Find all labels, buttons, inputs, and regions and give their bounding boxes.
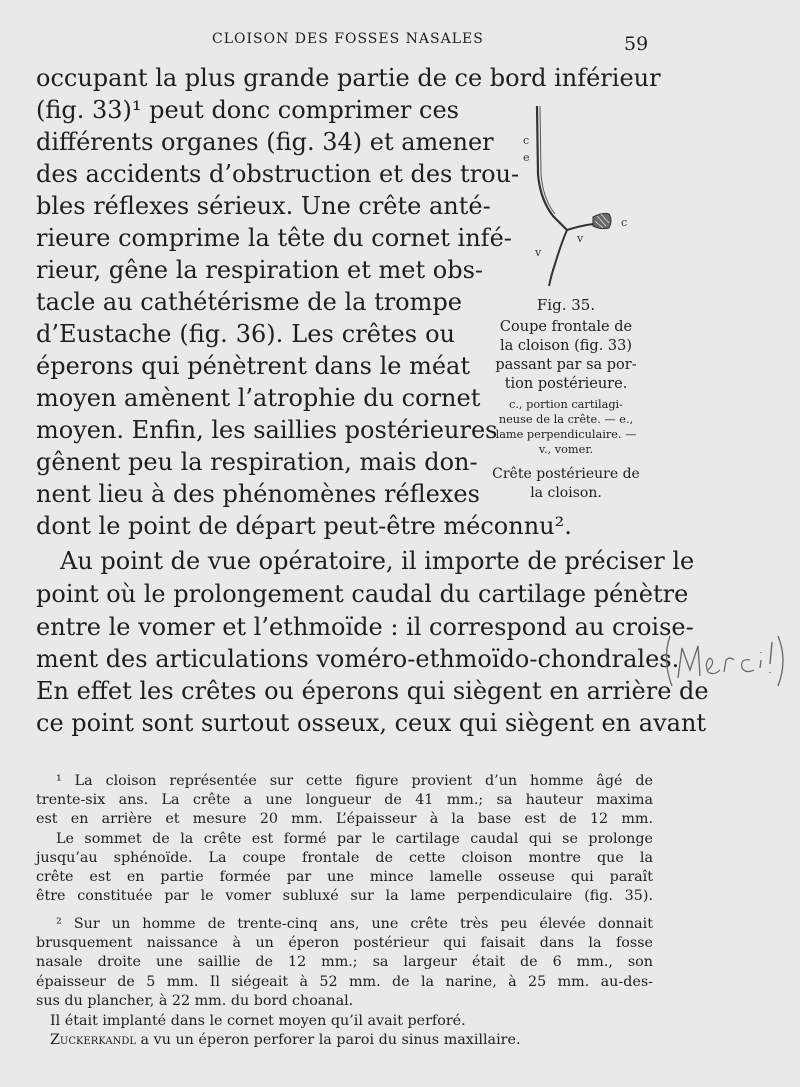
body-line: ment des articulations voméro-ethmoïdo-chondrales. (36, 645, 680, 673)
figure-legend-line: c., portion cartilagi- (509, 398, 623, 411)
body-line: (fig. 33)¹ peut donc comprimer ces (36, 96, 459, 124)
footnote-line: être constituée par le vomer subluxé sur la lame perpendiculaire (fig. 35). (36, 888, 653, 904)
body-line: rieure comprime la tête du cornet infé- (36, 224, 512, 252)
figure-legend-line: lame perpendiculaire. — (495, 428, 637, 441)
footnote-line: nasale droite une saillie de 12 mm.; sa largeur était de 6 mm., son (36, 954, 653, 970)
body-line: moyen amènent l’atrophie du cornet (36, 384, 481, 412)
figure-label-e: e (523, 151, 530, 164)
body-line: dont le point de départ peut-être méconnu². (36, 512, 572, 540)
figure-caption-line: passant par sa por- (495, 357, 637, 373)
perpendicular-plate-line (537, 106, 567, 230)
page-number: 59 (624, 33, 649, 55)
footnote-line: jusqu’au sphénoïde. La coupe frontale de cette cloison montre que la (36, 850, 653, 866)
septum-section-diagram (505, 104, 645, 289)
figure-caption-title: Fig. 35. (536, 296, 596, 314)
body-line: occupant la plus grande partie de ce bord inférieur (36, 64, 661, 92)
footnote-line: trente-six ans. La crête a une longueur de 41 mm.; sa hauteur maxima (36, 792, 653, 808)
footnote-line: sus du plancher, à 22 mm. du bord choanal. (36, 993, 354, 1009)
body-line: rieur, gêne la respiration et met obs- (36, 256, 483, 284)
handwriting-scribble (660, 630, 790, 690)
body-line: gênent peu la respiration, mais don- (36, 448, 478, 476)
body-line: d’Eustache (fig. 36). Les crêtes ou (36, 320, 455, 348)
body-line: moyen. Enfin, les saillies postérieures (36, 416, 498, 444)
body-line: entre le vomer et l’ethmoïde : il correspond au croise- (36, 613, 694, 641)
vomer-line-right (567, 224, 593, 230)
body-line: Au point de vue opératoire, il importe de préciser le (60, 547, 695, 575)
body-line: bles réflexes sérieux. Une crête anté- (36, 192, 491, 220)
body-line: nent lieu à des phénomènes réflexes (36, 480, 480, 508)
footnote-line: brusquement naissance à un éperon postérieur qui faisait dans la fosse (36, 935, 653, 951)
footnote-line: Il était implanté dans le cornet moyen qu’il avait perforé. (50, 1013, 466, 1029)
figure-label-c-right: c (621, 216, 628, 229)
body-line: ce point sont surtout osseux, ceux qui siègent en avant (36, 709, 707, 737)
figure-caption-subtitle: Crête postérieure de (492, 466, 640, 482)
figure-caption-subtitle: la cloison. (530, 485, 602, 501)
figure-legend-line: neuse de la crête. — e., (498, 413, 634, 426)
running-title: CLOISON DES FOSSES NASALES (212, 31, 484, 47)
body-line: éperons qui pénètrent dans le méat (36, 352, 470, 380)
footnote-line: crête est en partie formée par une mince lamelle osseuse qui paraît (36, 869, 653, 885)
figure-legend-line: v., vomer. (538, 443, 594, 456)
body-line: des accidents d’obstruction et des trou- (36, 160, 520, 188)
figure-caption-line: la cloison (fig. 33) (499, 338, 633, 354)
figure-caption-line: tion postérieure. (504, 376, 628, 392)
footnote-line: est en arrière et mesure 20 mm. L’épaisseur à la base est de 12 mm. (36, 811, 653, 827)
figure-35-drawing (505, 104, 645, 289)
footnote-text: a vu un éperon perforer la paroi du sinus maxillaire. (136, 1032, 521, 1048)
footnote-line: Le sommet de la crête est formé par le cartilage caudal qui se prolonge (56, 831, 653, 847)
author-name: Zuckerkandl (50, 1032, 137, 1048)
footnote-line: ² Sur un homme de trente-cinq ans, une crête très peu élevée donnait (56, 916, 653, 932)
footnote-line-last (50, 1031, 653, 1050)
body-line: différents organes (fig. 34) et amener (36, 128, 494, 156)
footnote-line: ¹ La cloison représentée sur cette figure provient d’un homme âgé de (56, 773, 653, 789)
vomer-line-left (549, 230, 567, 286)
figure-label-v-right: v (577, 232, 584, 245)
figure-label-c-top: c (523, 134, 530, 147)
figure-label-v-left: v (535, 246, 542, 259)
body-line: En effet les crêtes ou éperons qui siègent en arrière de (36, 677, 709, 705)
body-line: tacle au cathétérisme de la trompe (36, 288, 462, 316)
footnote-line: épaisseur de 5 mm. Il siégeait à 52 mm. de la narine, à 25 mm. au-des- (36, 974, 653, 990)
handwritten-annotation (660, 630, 790, 690)
figure-caption-line: Coupe frontale de (499, 319, 633, 335)
body-line: point où le prolongement caudal du cartilage pénètre (36, 580, 689, 608)
